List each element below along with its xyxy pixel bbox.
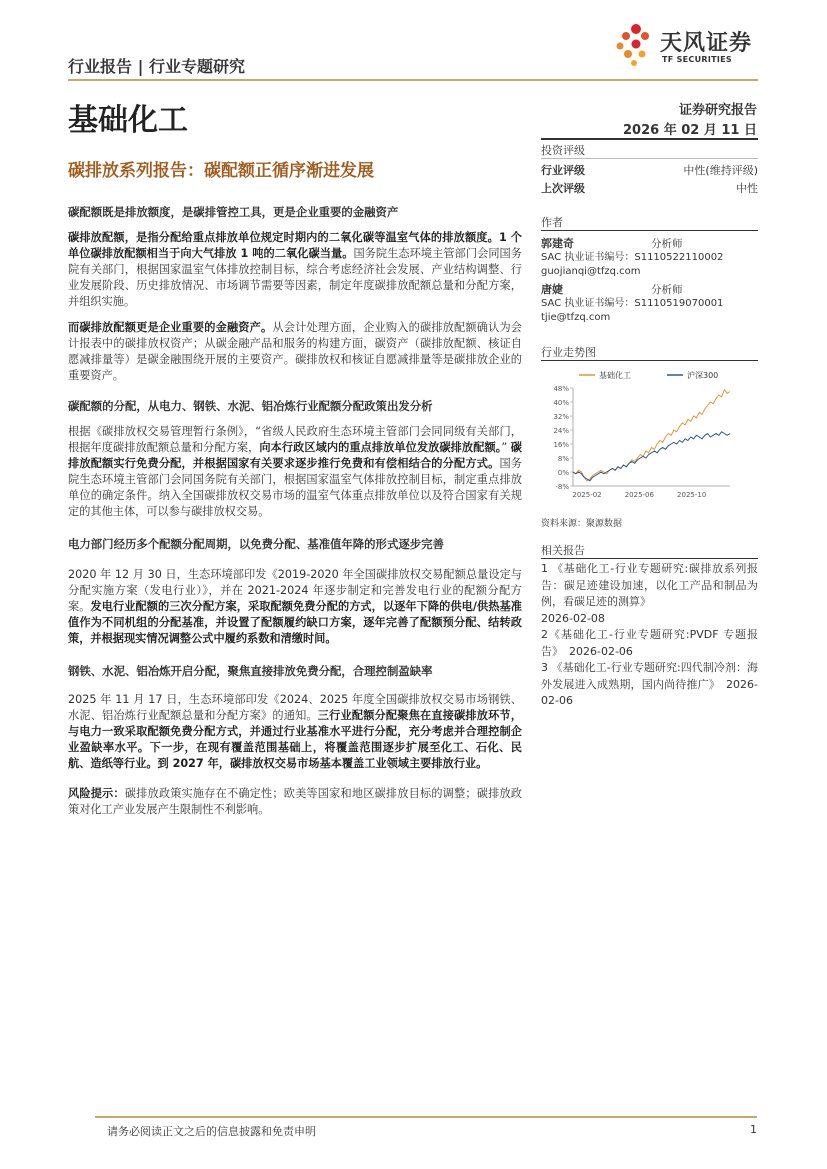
- risk-warning: [68, 786, 522, 818]
- industry-rating-value: 中性(维持评级): [683, 164, 758, 177]
- footer-divider: [95, 1116, 757, 1118]
- related-report-item[interactable]: [541, 627, 758, 660]
- section-heading: 电力部门经历多个配额分配周期，以免费分配、基准值年降的形式逐步完善: [68, 537, 444, 551]
- prev-rating-label: 上次评级: [541, 182, 585, 195]
- industry-rating-row: [541, 162, 758, 178]
- author-email[interactable]: guojianqi@tfzq.com: [541, 266, 641, 277]
- paragraph: [68, 567, 522, 647]
- related-report-title: 2《基础化工-行业专题研究:PVDF 专题报告》: [541, 628, 758, 658]
- bold-text: 碳排放配额，是指分配给重点排放单位规定时期内的二氧化碳等温室气体的排放额度。1 个单位碳排放配额相当于向大气排放 1 吨的二氧化碳当量。: [68, 231, 522, 260]
- trend-title: 行业走势图: [541, 346, 596, 359]
- chart-series-line: [573, 390, 730, 481]
- bold-text: 发电行业配额的三次分配方案，采取配额免费分配的方式，以逐年下降的供电/供热基准值作为不同机组的分配基准，并设置了配额履约缺口方案，逐年完善了配额预分配、结转政策，并根据现实情况调整公式中履约系数和清缴时间。: [68, 600, 522, 645]
- bold-text: 而碳排放配额更是企业重要的金融资产。: [68, 321, 273, 334]
- author-role: 分析师: [651, 284, 683, 296]
- related-report-date: 2026-02-06: [569, 644, 633, 658]
- risk-label: 风险提示：: [68, 787, 125, 800]
- logo-text-en: TF SECURITIES: [662, 55, 732, 64]
- chart-x-tick-label: 2025-10: [677, 491, 707, 499]
- header-divider: [68, 79, 758, 81]
- authors-title: 作者: [541, 216, 563, 229]
- section-heading: 碳配额既是排放额度，是碳排管控工具，更是企业重要的金融资产: [68, 205, 399, 219]
- industry-rating-label: 行业评级: [541, 164, 585, 177]
- main-content: [68, 204, 522, 828]
- paragraph-text: 国务院生态环境主管部门会同国务院有关部门，根据国家温室气体排放控制目标，综合考虑经济社会发展、产业结构调整、行业发展阶段、历史排放情况、市场调节需要等因素，制定年度碳排放配额总量和分配方案，并组织实施。: [68, 247, 522, 308]
- related-report-item[interactable]: [541, 561, 758, 627]
- related-report-item[interactable]: [541, 660, 758, 710]
- section-heading: 钢铁、水泥、铝冶炼开启分配，聚焦直接排放免费分配，合理控制盈缺率: [68, 664, 433, 678]
- paragraph-text: ”: [501, 441, 508, 454]
- page-number: 1: [750, 1123, 757, 1136]
- paragraph: [68, 424, 522, 520]
- chart-legend-label: 基础化工: [599, 371, 631, 380]
- paragraph: [68, 230, 522, 310]
- chart-y-tick-label: 0%: [557, 469, 569, 477]
- report-date: 2026 年 02 月 11 日: [623, 123, 757, 138]
- paragraph-text: 从会计处理方面，企业购入的碳排放配额确认为会计报表中的碳排放权资产；从碳金融产品和服务的构建方面，碳资产（碳排放配额、核证自愿减排量等）是碳金融围绕开展的主要资产。碳排放权和核证自愿减排量等是碳排放企业的重要资产。: [68, 321, 522, 382]
- report-type: 证券研究报告: [678, 103, 757, 118]
- related-report-date: 2026-02-06: [541, 677, 758, 707]
- divider: [541, 360, 758, 361]
- paragraph-text: 2020 年 12 月 30 日，生态环境部印发《2019-2020 年全国碳排放权交易配额总量设定与分配实施方案（发电行业）》，并在 2021-2024 年逐步制定和完善发电行业的配额分配方案。: [68, 568, 522, 613]
- sidebar-top-divider: [541, 138, 758, 140]
- report-category: 行业报告 | 行业专题研究: [68, 57, 245, 76]
- logo-mark-icon: [612, 22, 658, 68]
- author-name: 郭建奇: [541, 237, 574, 250]
- bold-text: 三行业配额分配聚焦在直接碳排放环节，与电力一致采取配额免费分配方式，并通过行业基准水平进行分配，充分考虑并合理控制企业盈缺率水平。下一步，在现有覆盖范围基础上，将覆盖范围逐步扩展至化工、石化、民航、造纸等行业。到 2027 年，碳排放权交易市场基本覆盖工业领域主要排放行业。: [68, 709, 522, 770]
- chart-y-tick-label: 16%: [553, 441, 569, 449]
- divider: [541, 230, 758, 231]
- related-title: 相关报告: [541, 544, 585, 557]
- related-report-date: 2026-02-08: [541, 611, 605, 625]
- paragraph: [68, 320, 522, 384]
- chart-x-tick-label: 2025-02: [572, 491, 602, 499]
- logo-text-cn: 天风证券: [660, 31, 753, 56]
- chart-y-tick-label: 24%: [553, 427, 569, 435]
- bold-text: 碳排放配额实行免费分配，并根据国家有关要求逐步推行免费和有偿相结合的分配方式。: [68, 441, 522, 470]
- author-cert: SAC 执业证书编号：S1110522110002: [541, 252, 724, 263]
- author-name: 唐婕: [541, 283, 563, 296]
- sector-name: 基础化工: [68, 103, 188, 138]
- chart-legend-label: 沪深300: [687, 371, 719, 380]
- chart-y-tick-label: 32%: [553, 413, 569, 421]
- company-logo: [612, 22, 762, 72]
- divider: [541, 558, 758, 559]
- chart-y-tick-label: 8%: [557, 455, 569, 463]
- prev-rating-value: 中性: [736, 182, 758, 195]
- chart-x-tick-label: 2025-06: [624, 491, 654, 499]
- author-card: [541, 283, 758, 325]
- chart-y-tick-label: -8%: [555, 483, 569, 491]
- paragraph-text: 2025 年 11 月 17 日，生态环境部印发《2024、2025 年度全国碳排放权交易市场钢铁、水泥、铝冶炼行业配额总量和分配方案》的通知。: [68, 693, 522, 722]
- related-report-title: 1 《基础化工-行业专题研究:碳排放系列报告：碳足迹建设加速，以化工产品和制品为例，看碳足迹的测算》: [541, 562, 758, 608]
- report-title: 碳排放系列报告：碳配额正循序渐进发展: [68, 161, 374, 181]
- divider: [541, 158, 758, 159]
- bold-text: 向本行政区域内的重点排放单位发放碳排放配额。: [259, 441, 502, 454]
- chart-y-tick-label: 40%: [553, 399, 569, 407]
- author-email[interactable]: tjie@tfzq.com: [541, 312, 611, 323]
- paragraph-text: 国务院生态环境主管部门会同国务院有关部门，根据国家温室气体排放控制目标，制定重点排放单位的确定条件。纳入全国碳排放权交易市场的温室气体重点排放单位以及符合国家有关规定的其他主体，可以参与碳排放权交易。: [68, 457, 522, 518]
- related-report-title: 3 《基础化工-行业专题研究:四代制冷剂：海外发展进入成熟期，国内尚待推广》: [541, 661, 758, 691]
- author-role: 分析师: [651, 238, 683, 250]
- author-cert: SAC 执业证书编号：S1110519070001: [541, 298, 724, 309]
- section-heading: 碳配额的分配，从电力、钢铁、水泥、铝冶炼行业配额分配政策出发分析: [68, 399, 433, 413]
- chart-y-tick-label: 48%: [553, 385, 569, 393]
- prev-rating-row: [541, 180, 758, 196]
- industry-trend-chart: [541, 366, 758, 506]
- author-card: [541, 237, 758, 279]
- risk-text: 碳排放政策实施存在不确定性；欧美等国家和地区碳排放目标的调整；碳排放政策对化工产业发展产生限制性不利影响。: [68, 787, 522, 816]
- paragraph-text: 根据《碳排放权交易管理暂行条例》，“省级人民政府生态环境主管部门会同同级有关部门，根据年度碳排放配额总量和分配方案，: [68, 425, 522, 454]
- paragraph: [68, 692, 522, 772]
- footer-disclaimer[interactable]: 请务必阅读正文之后的信息披露和免责申明: [107, 1125, 316, 1138]
- related-reports: [541, 561, 758, 710]
- chart-source: 资料来源：聚源数据: [541, 519, 623, 529]
- rating-title: 投资评级: [541, 144, 585, 157]
